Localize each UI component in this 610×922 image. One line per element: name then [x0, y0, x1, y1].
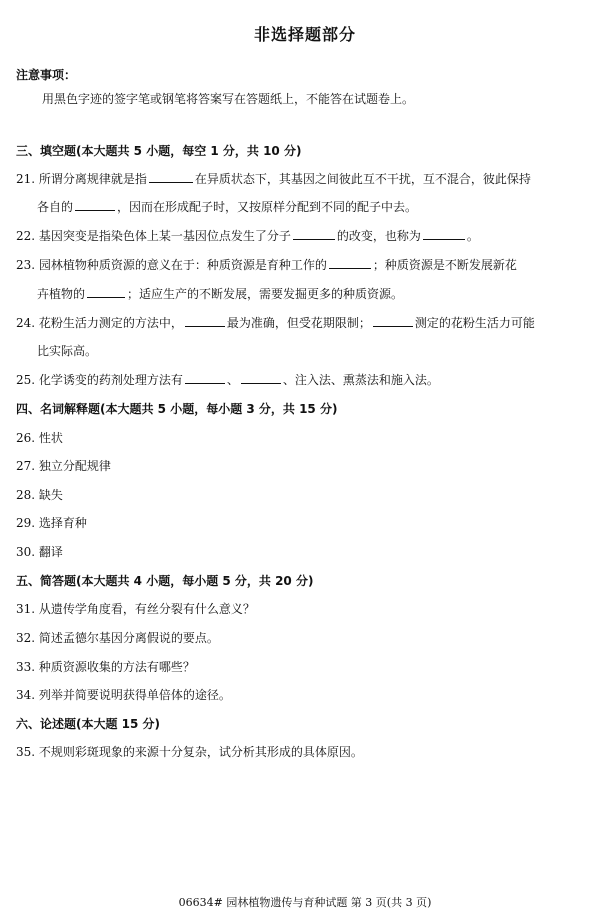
- answer-blank: [373, 315, 413, 327]
- q21-text-c: 各自的: [37, 200, 74, 214]
- q25-text-b: 、: [226, 373, 239, 387]
- answer-blank: [241, 372, 281, 384]
- question-29: 29. 选择育种: [16, 516, 87, 530]
- question-25: [16, 371, 439, 388]
- answer-blank: [87, 286, 125, 298]
- question-33: 33. 种质资源收集的方法有哪些？: [16, 660, 195, 674]
- q22-text-c: 。: [466, 229, 479, 243]
- question-35: 35. 不规则彩斑现象的来源十分复杂，试分析其形成的具体原因。: [16, 745, 363, 759]
- section-5-heading: 五、简答题(本大题共 4 小题，每小题 5 分，共 20 分): [16, 574, 314, 588]
- notice-text: 用黑色字迹的签字笔或钢笔将答案写在答题纸上，不能答在试题卷上。: [42, 92, 415, 106]
- section-3-heading: 三、填空题(本大题共 5 小题，每空 1 分，共 10 分): [16, 144, 302, 158]
- q22-text-b: 的改变，也称为: [336, 229, 421, 243]
- notice-heading: 注意事项：: [16, 68, 77, 82]
- q21-text-d: ，因而在形成配子时，又按原样分配到不同的配子中去。: [117, 200, 418, 214]
- q25-text-a: 25. 化学诱变的药剂处理方法有: [16, 373, 183, 387]
- q23-text-a: 23. 园林植物种质资源的意义在于：种质资源是育种工作的: [16, 258, 327, 272]
- question-24-line2: 比实际高。: [37, 344, 98, 358]
- question-28: 28. 缺失: [16, 488, 63, 502]
- question-24-line1: [16, 314, 535, 331]
- question-21-line2: [37, 198, 417, 215]
- section-4-heading: 四、名词解释题(本大题共 5 小题，每小题 3 分，共 15 分): [16, 402, 338, 416]
- question-31: 31. 从遗传学角度看，有丝分裂有什么意义？: [16, 602, 255, 616]
- question-23-line1: [16, 256, 517, 273]
- q24-text-b: 最为准确，但受花期限制；: [226, 316, 371, 330]
- question-32: 32. 简述孟德尔基因分离假说的要点。: [16, 631, 219, 645]
- q22-text-a: 22. 基因突变是指染色体上某一基因位点发生了分子: [16, 229, 291, 243]
- answer-blank: [149, 171, 193, 183]
- question-34: 34. 列举并简要说明获得单倍体的途径。: [16, 688, 231, 702]
- q25-text-c: 、注入法、熏蒸法和施入法。: [282, 373, 439, 387]
- q23-text-b: ；种质资源是不断发展新花: [372, 258, 517, 272]
- question-27: 27. 独立分配规律: [16, 459, 111, 473]
- answer-blank: [185, 372, 225, 384]
- answer-blank: [185, 315, 225, 327]
- answer-blank: [423, 228, 465, 240]
- question-23-line2: [37, 285, 403, 302]
- q23-text-d: ；适应生产的不断发展，需要发掘更多的种质资源。: [127, 287, 404, 301]
- answer-blank: [75, 199, 115, 211]
- page-footer: 06634# 园林植物遗传与育种试题 第 3 页(共 3 页): [178, 896, 432, 909]
- question-21-line1: [16, 170, 531, 187]
- answer-blank: [329, 257, 371, 269]
- question-22: [16, 227, 479, 244]
- q21-text-a: 21. 所谓分离规律就是指: [16, 172, 147, 186]
- q21-text-b: 在异质状态下，其基因之间彼此互不干扰，互不混合，彼此保持: [194, 172, 531, 186]
- section-6-heading: 六、论述题(本大题 15 分): [16, 717, 161, 731]
- q24-text-c: 测定的花粉生活力可能: [414, 316, 535, 330]
- answer-blank: [293, 228, 335, 240]
- q23-text-c: 卉植物的: [37, 287, 86, 301]
- q24-text-a: 24. 花粉生活力测定的方法中，: [16, 316, 183, 330]
- page-title: 非选择题部分: [253, 25, 356, 44]
- question-30: 30. 翻译: [16, 545, 63, 559]
- question-26: 26. 性状: [16, 431, 63, 445]
